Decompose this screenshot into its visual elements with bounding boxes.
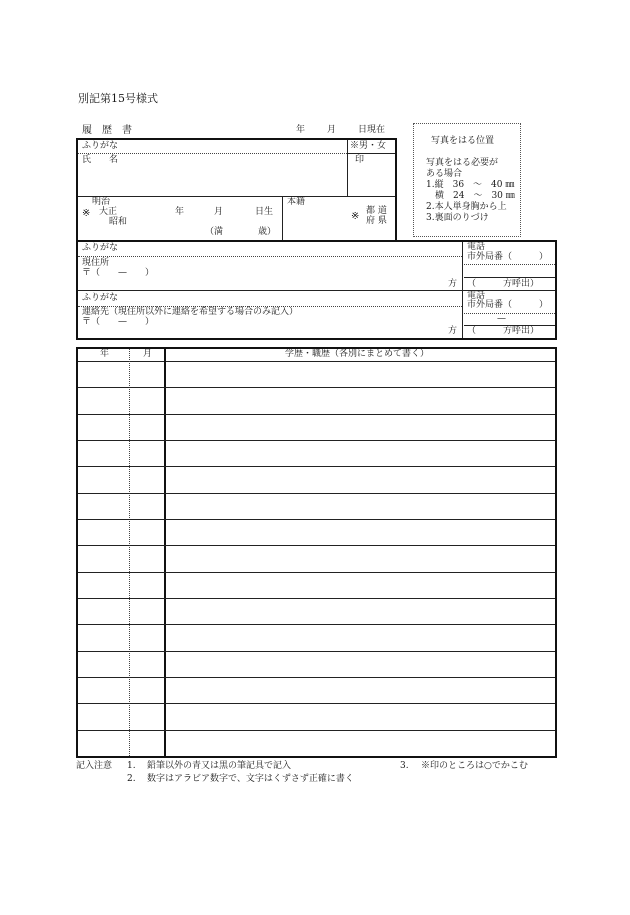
note-1-number: 1.	[127, 761, 136, 771]
resume-label: 履 歴 書	[82, 125, 132, 136]
address-furigana-label: ふりがな	[82, 243, 119, 253]
photo-note-5: 2.本人単身胸から上	[426, 202, 507, 212]
note-2: 数字はアラビア数字で、文字はくずさず正確に書く	[147, 774, 354, 784]
furigana-divider	[78, 153, 347, 154]
age-close-label: 歳）	[258, 227, 277, 237]
prefecture-line-1[interactable]: 都 道	[366, 206, 387, 216]
gender-rule	[347, 153, 395, 154]
contact-care-of: 方	[448, 326, 458, 336]
history-row-rule	[78, 545, 555, 546]
birth-day-label: 日生	[255, 207, 274, 217]
history-row-rule	[78, 466, 555, 467]
era-mark: ※	[82, 208, 91, 219]
birth-row-rule	[78, 196, 395, 197]
address-postal: 〒（ — ）	[82, 268, 155, 278]
seal-label: 印	[355, 155, 365, 165]
photo-note-3: 1.縦 36 ～ 40 ㎜	[426, 180, 515, 190]
address-phone-rule	[464, 277, 555, 278]
contact-phone-dash: —	[497, 314, 506, 324]
contact-area-code: 市外局番（ ）	[467, 300, 549, 310]
history-row-rule	[78, 624, 555, 625]
photo-note-6: 3.裏面のりづけ	[426, 213, 489, 223]
history-row-rule	[78, 414, 555, 415]
address-furigana-divider	[78, 256, 462, 257]
photo-area	[413, 123, 521, 237]
history-col-month: 月	[143, 349, 153, 359]
age-open-label: （満	[205, 227, 224, 237]
contact-phone-label: 電話	[467, 291, 486, 301]
contact-phone-dotted-rule	[464, 313, 555, 314]
notes-heading: 記入注意	[76, 761, 113, 771]
address-area-code: 市外局番（ ）	[467, 252, 549, 262]
photo-note-4: 横 24 ～ 30 ㎜	[426, 191, 515, 201]
contact-label: 連絡先（現住所以外に連絡を希望する場合のみ記入）	[82, 307, 299, 317]
history-row-rule	[78, 387, 555, 388]
address-label: 現住所	[82, 258, 110, 268]
birth-year-label: 年	[175, 207, 185, 217]
era-taisho[interactable]: 大正	[99, 207, 118, 217]
history-detail-divider	[164, 349, 166, 756]
gender-label[interactable]: ※男・女	[350, 141, 387, 151]
photo-note-1: 写真をはる必要が	[426, 158, 499, 168]
history-row-rule	[78, 677, 555, 678]
name-furigana-label: ふりがな	[82, 141, 119, 151]
history-table	[76, 347, 557, 758]
photo-title: 写真をはる位置	[431, 136, 495, 146]
history-row-rule	[78, 598, 555, 599]
contact-furigana-label: ふりがな	[82, 293, 119, 303]
history-year-month-divider	[129, 349, 130, 756]
note-2-number: 2.	[127, 774, 136, 784]
domicile-label: 本籍	[287, 197, 306, 207]
address-phone-dotted-rule	[464, 264, 555, 265]
domicile-divider	[282, 196, 283, 240]
history-header-rule	[78, 361, 555, 362]
gender-divider	[347, 140, 348, 196]
address-call-label: （ 方呼出）	[467, 279, 540, 289]
address-phone-label: 電話	[467, 242, 486, 252]
history-row-rule	[78, 651, 555, 652]
prefecture-line-2[interactable]: 府 県	[366, 216, 387, 226]
history-col-detail: 学歴・職歴（各別にまとめて書く）	[285, 349, 430, 359]
history-row-rule	[78, 572, 555, 573]
address-care-of: 方	[448, 279, 458, 289]
history-row-rule	[78, 703, 555, 704]
note-3-number: 3.	[400, 761, 409, 771]
header-year-label: 年	[296, 125, 306, 135]
note-1: 鉛筆以外の青又は黒の筆記具で記入	[147, 761, 292, 771]
name-label: 氏 名	[82, 155, 119, 165]
era-meiji[interactable]: 明治	[92, 197, 111, 207]
history-col-year: 年	[100, 349, 110, 359]
header-date-label: 日現在	[358, 125, 386, 135]
header-month-label: 月	[327, 125, 337, 135]
birth-month-label: 月	[214, 207, 224, 217]
photo-note-2: ある場合	[426, 169, 463, 179]
contact-postal: 〒（ — ）	[82, 317, 155, 327]
era-showa[interactable]: 昭和	[109, 217, 128, 227]
history-row-rule	[78, 730, 555, 731]
history-row-rule	[78, 493, 555, 494]
history-row-rule	[78, 440, 555, 441]
form-title: 別記第15号様式	[78, 92, 158, 105]
note-3: ※印のところは○でかこむ	[421, 761, 528, 771]
contact-call-label: （ 方呼出）	[467, 326, 540, 336]
prefecture-mark: ※	[351, 211, 360, 222]
history-row-rule	[78, 519, 555, 520]
